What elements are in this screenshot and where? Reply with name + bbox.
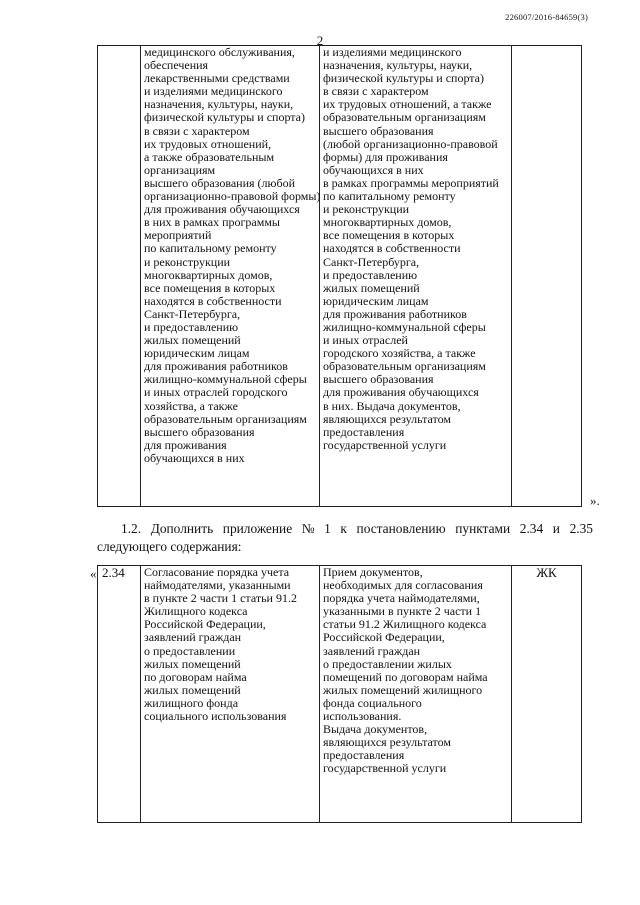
text-line: образовательным организациям: [323, 359, 486, 374]
text-line: многоквартирных домов,: [144, 267, 273, 282]
text-line: являющихся результатом: [323, 411, 451, 426]
text-line: предоставления: [323, 748, 405, 763]
text-line: в рамках программы мероприятий: [323, 175, 499, 190]
text-line: юридическим лицам: [144, 346, 250, 361]
paragraph-line-2: следующего содержания:: [97, 539, 242, 554]
text-line: высшего образования: [323, 372, 434, 387]
text-line: образовательным организациям: [144, 411, 307, 426]
text-line: помещений по договорам найма: [323, 669, 488, 684]
text-line: жилых помещений: [144, 333, 241, 348]
text-line: Согласование порядка учета: [144, 565, 290, 579]
code-cell: [512, 46, 582, 507]
text-line: образовательным организациям: [323, 110, 486, 125]
code-cell: ЖК: [512, 566, 582, 823]
text-line: в пункте 2 части 1 статьи 91.2: [144, 591, 297, 606]
text-line: обучающихся в них: [144, 450, 245, 465]
text-line: заявлений граждан: [144, 630, 242, 645]
text-line: о предоставлении жилых: [323, 656, 452, 671]
text-line: назначения, культуры, науки,: [144, 97, 294, 112]
text-line: и иных отраслей городского: [144, 385, 288, 400]
text-line: и реконструкции: [144, 254, 231, 269]
text-line: их трудовых отношений, а также: [323, 97, 492, 112]
text-line: медицинского обслуживания,: [144, 45, 295, 59]
paragraph-word: 1.2.: [121, 521, 142, 536]
text-line: физической культуры и спорта): [323, 71, 484, 86]
continued-table: [97, 45, 582, 507]
text-line: в них. Выдача документов,: [323, 398, 461, 413]
added-items-table: [97, 565, 582, 823]
text-line: являющихся результатом: [323, 735, 451, 750]
item-number-cell: 2.34: [98, 566, 141, 823]
text-line: лекарственными средствами: [144, 71, 290, 86]
text-line: наймодателями, указанными: [144, 578, 291, 593]
text-line: находятся в собственности: [323, 241, 461, 256]
text-line: жилых помещений: [323, 280, 420, 295]
paragraph-word: постановлению: [356, 521, 446, 536]
text-line: необходимых для согласования: [323, 578, 483, 593]
text-line: для проживания: [144, 437, 227, 452]
text-line: в связи с характером: [323, 84, 429, 99]
table-row: [98, 566, 582, 823]
text-line: обучающихся в них: [323, 162, 424, 177]
text-line: назначения, культуры, науки,: [323, 58, 473, 73]
text-line: а также образовательным: [144, 149, 275, 164]
text-line: и реконструкции: [323, 202, 410, 217]
text-line: Выдача документов,: [323, 722, 428, 737]
paragraph-word: 2.34: [519, 521, 544, 536]
paragraph-word: №: [301, 521, 315, 536]
text-line: государственной услуги: [323, 761, 447, 776]
service-description-cell: [320, 566, 512, 823]
text-line: (любой организационно-правовой: [323, 136, 498, 151]
document-id: 226007/2016-84659(3): [505, 12, 588, 22]
closing-quote: ».: [590, 493, 600, 508]
text-line: организациям: [144, 162, 216, 177]
paragraph-line-1: [97, 520, 593, 538]
text-line: мероприятий: [144, 228, 212, 243]
paragraph-word: к: [340, 521, 347, 536]
text-line: и предоставлению: [144, 319, 239, 334]
text-line: для проживания обучающихся: [144, 202, 300, 217]
text-line: порядка учета наймодателями,: [323, 591, 480, 606]
text-line: все помещения в которых: [323, 228, 455, 243]
service-description-cell: [320, 46, 512, 507]
paragraph-word: 1: [324, 521, 331, 536]
text-line: предоставления: [323, 424, 405, 439]
paragraph-word: 2.35: [569, 521, 593, 536]
text-line: находятся в собственности: [144, 293, 282, 308]
opening-quote: «: [90, 566, 97, 581]
text-line: физической культуры и спорта): [144, 110, 305, 125]
text-line: юридическим лицам: [323, 293, 429, 308]
text-line: Жилищного кодекса: [144, 604, 248, 619]
text-line: Прием документов,: [323, 565, 423, 579]
text-line: высшего образования: [144, 424, 255, 439]
text-line: жилищно-коммунальной сферы: [144, 372, 307, 387]
text-line: жилых помещений: [144, 682, 241, 697]
text-line: их трудовых отношений,: [144, 136, 272, 151]
text-line: заявлений граждан: [323, 643, 421, 658]
text-line: организационно-правовой формы): [144, 189, 321, 204]
text-line: использования.: [323, 709, 402, 724]
paragraph-word: и: [552, 521, 560, 536]
table-row: [98, 46, 582, 507]
text-line: о предоставлении: [144, 643, 236, 658]
text-line: для проживания обучающихся: [323, 385, 479, 400]
text-line: формы) для проживания: [323, 149, 448, 164]
text-line: и изделиями медицинского: [323, 45, 462, 59]
paragraph-word: пунктами: [455, 521, 511, 536]
text-line: для проживания работников: [323, 306, 467, 321]
service-name-cell: [141, 566, 320, 823]
text-line: многоквартирных домов,: [323, 215, 452, 230]
text-line: и иных отраслей: [323, 333, 408, 348]
text-line: по капитальному ремонту: [144, 241, 277, 256]
text-line: Санкт-Петербурга,: [323, 254, 420, 269]
text-line: социального использования: [144, 709, 287, 724]
text-line: и предоставлению: [323, 267, 418, 282]
text-line: хозяйства, а также: [144, 398, 238, 413]
paragraph-word: приложение: [222, 521, 293, 536]
text-line: Российской Федерации,: [323, 630, 445, 645]
text-line: высшего образования (любой: [144, 175, 296, 190]
text-line: статьи 91.2 Жилищного кодекса: [323, 617, 487, 632]
paragraph-word: Дополнить: [150, 521, 214, 536]
text-line: жилищно-коммунальной сферы: [323, 319, 486, 334]
page-number: 2: [316, 33, 324, 48]
text-line: обеспечения: [144, 58, 209, 73]
amendment-paragraph: [97, 520, 593, 556]
text-line: Российской Федерации,: [144, 617, 266, 632]
text-line: в связи с характером: [144, 123, 250, 138]
text-line: жилых помещений: [144, 656, 241, 671]
text-line: в них в рамках программы: [144, 215, 280, 230]
text-line: все помещения в которых: [144, 280, 276, 295]
service-name-cell: [141, 46, 320, 507]
text-line: жилищного фонда: [144, 695, 239, 710]
text-line: Санкт-Петербурга,: [144, 306, 241, 321]
text-line: для проживания работников: [144, 359, 288, 374]
text-line: и изделиями медицинского: [144, 84, 283, 99]
number-cell: [98, 46, 141, 507]
text-line: государственной услуги: [323, 437, 447, 452]
text-line: высшего образования: [323, 123, 434, 138]
text-line: по договорам найма: [144, 669, 247, 684]
text-line: по капитальному ремонту: [323, 189, 456, 204]
text-line: указанными в пункте 2 части 1: [323, 604, 482, 619]
text-line: городского хозяйства, а также: [323, 346, 476, 361]
text-line: фонда социального: [323, 695, 422, 710]
text-line: жилых помещений жилищного: [323, 682, 483, 697]
